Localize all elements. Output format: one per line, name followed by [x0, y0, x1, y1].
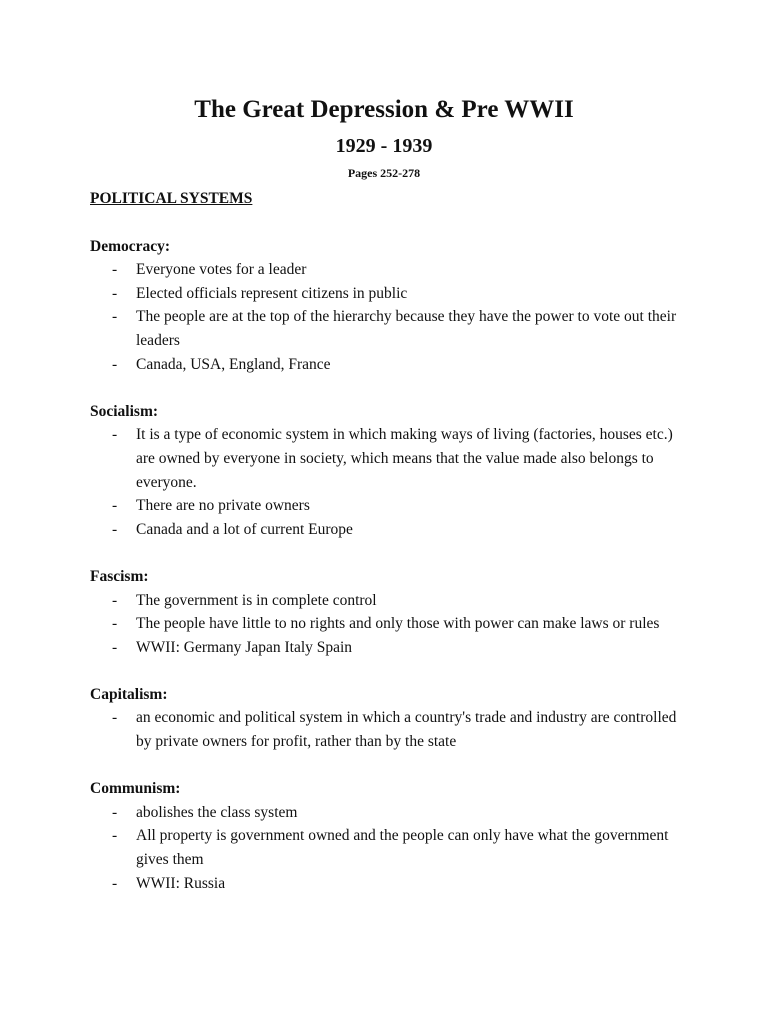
dash-bullet: -: [112, 426, 118, 444]
block-title: Socialism:: [90, 402, 159, 420]
dash-bullet: -: [112, 497, 118, 515]
list-item-text: Canada, USA, England, France: [136, 355, 331, 373]
list-item-text: The people are at the top of the hierarchy because they have the power to vote out their leaders: [136, 308, 677, 349]
block-title: Democracy:: [90, 237, 171, 255]
bullet-list: [90, 589, 680, 660]
dash-bullet: -: [112, 615, 118, 633]
list-item-text: WWII: Russia: [136, 874, 226, 892]
list-item-text: Elected officials represent citizens in public: [136, 284, 408, 302]
list-item: [90, 305, 680, 352]
list-item-text: The people have little to no rights and only those with power can make laws or rules: [136, 615, 660, 633]
dash-bullet: -: [112, 261, 118, 279]
dash-bullet: -: [112, 308, 118, 326]
section-heading: POLITICAL SYSTEMS: [90, 190, 253, 207]
dash-bullet: -: [112, 284, 118, 302]
list-item: [90, 589, 680, 613]
page-reference: Pages 252-278: [347, 166, 421, 180]
list-item: [90, 612, 680, 636]
list-item: [90, 518, 680, 542]
block-democracy: [90, 235, 680, 377]
document-body: [90, 187, 680, 895]
bullet-list: [90, 423, 680, 541]
list-item: [90, 282, 680, 306]
page-title: The Great Depression & Pre WWII: [194, 96, 574, 123]
dash-bullet: -: [112, 827, 118, 845]
list-item-text: There are no private owners: [136, 497, 310, 515]
list-item: [90, 494, 680, 518]
block-socialism: [90, 400, 680, 542]
list-item: [90, 801, 680, 825]
list-item-text: abolishes the class system: [136, 803, 298, 821]
dash-bullet: -: [112, 591, 118, 609]
dash-bullet: -: [112, 803, 118, 821]
block-communism: [90, 777, 680, 895]
list-item: [90, 353, 680, 377]
list-item-text: Everyone votes for a leader: [136, 261, 307, 279]
list-item: [90, 706, 680, 753]
dash-bullet: -: [112, 874, 118, 892]
list-item-text: All property is government owned and the people can only have what the government gives them: [136, 827, 669, 869]
bullet-list: [90, 706, 680, 753]
block-capitalism: [90, 683, 680, 754]
list-item: [90, 872, 680, 896]
dash-bullet: -: [112, 709, 118, 727]
block-title: Fascism:: [90, 567, 149, 585]
list-item: [90, 636, 680, 660]
list-item-text: Canada and a lot of current Europe: [136, 520, 353, 538]
list-item-text: WWII: Germany Japan Italy Spain: [136, 638, 353, 656]
dash-bullet: -: [112, 520, 118, 538]
dash-bullet: -: [112, 355, 118, 373]
dash-bullet: -: [112, 638, 118, 656]
list-item: [90, 258, 680, 282]
list-item-text: The government is in complete control: [136, 591, 377, 609]
page-subtitle-years: 1929 - 1939: [335, 135, 433, 157]
list-item-text: an economic and political system in which a country's trade and industry are controlled by private owners for profit, rather than by the state: [136, 709, 677, 751]
block-title: Communism:: [90, 780, 181, 798]
bullet-list: [90, 258, 680, 376]
block-title: Capitalism:: [90, 685, 168, 703]
list-item: [90, 824, 680, 871]
list-item: [90, 423, 680, 494]
bullet-list: [90, 801, 680, 895]
block-fascism: [90, 565, 680, 659]
list-item-text: It is a type of economic system in which making ways of living (factories, houses etc.) are owned by everyone in society, which means that the value made also belongs to everyone.: [136, 426, 673, 491]
